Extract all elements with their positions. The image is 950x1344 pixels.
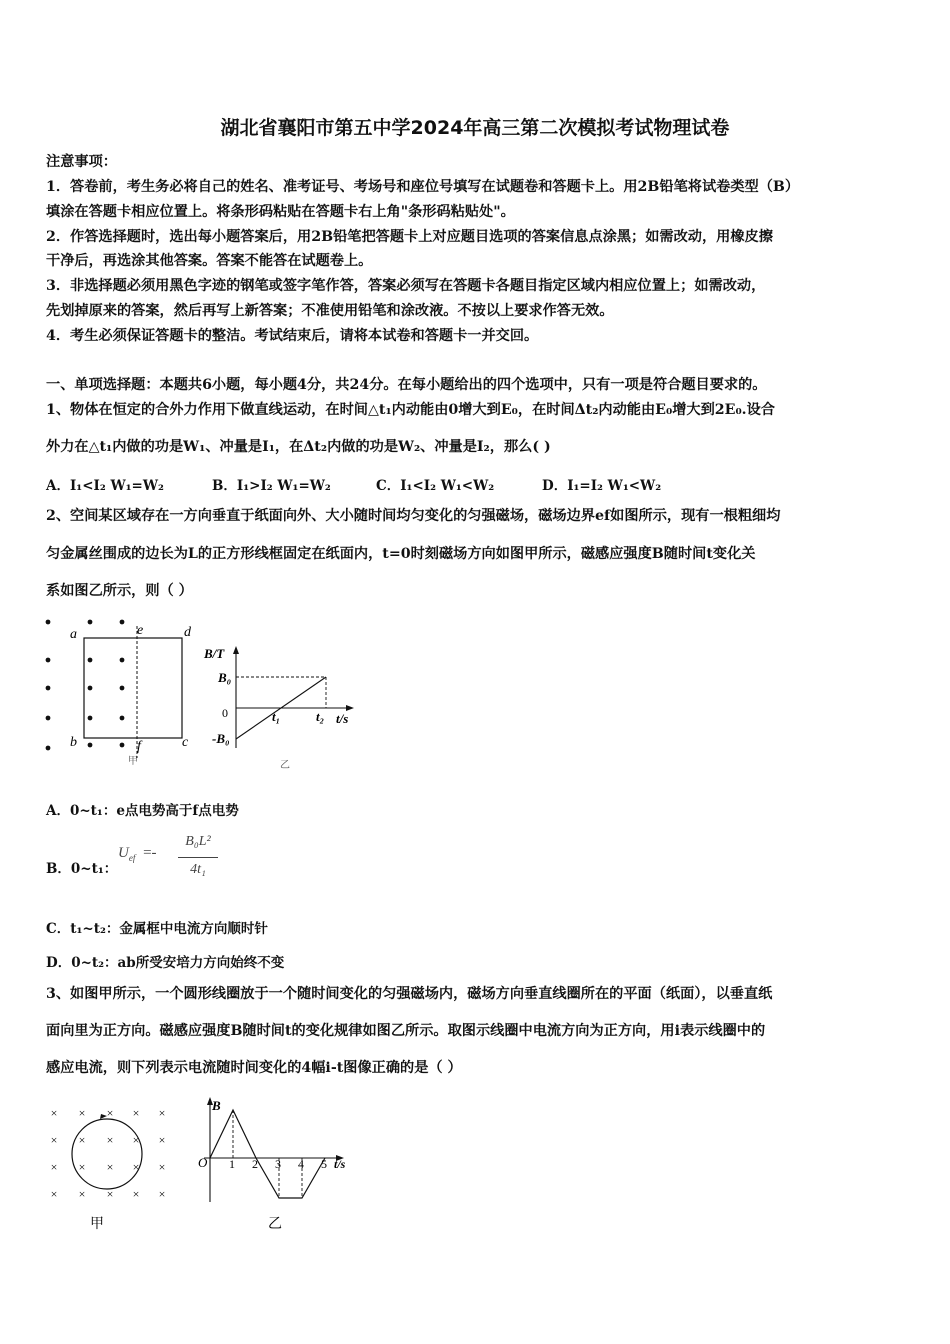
notice-line-1: 1．答卷前，考生务必将自己的姓名、准考证号、考场号和座位号填写在试题卷和答题卡上。用2B铅笔将试卷类型（B） (46, 179, 800, 195)
section-heading: 一、单项选择题：本题共6小题，每小题4分，共24分。在每小题给出的四个选项中，只有一项是符合题目要求的。 (46, 377, 767, 393)
field-cross-0-1: × (78, 1106, 86, 1120)
tick-2: 2 (252, 1157, 258, 1171)
label-a: a (70, 627, 77, 642)
field-cross-0-0: × (50, 1106, 58, 1120)
field-cross-1-1: × (78, 1133, 86, 1147)
q2-formula-denominator: 4t₁ (190, 862, 206, 877)
page-title: 湖北省襄阳市第五中学2024年高三第二次模拟考试物理试卷 (220, 117, 730, 139)
caption-yi: 乙 (268, 1216, 282, 1232)
circular-coil (72, 1119, 142, 1189)
t2-label: t₂ (316, 709, 325, 724)
tick-3: 3 (275, 1157, 281, 1171)
x-label: t/s (334, 1157, 346, 1171)
q2-option-a: A．0~t₁：e点电势高于f点电势 (46, 803, 239, 819)
y-label: B (212, 1098, 221, 1113)
q1-option-d: D．I₁=I₂ W₁<W₂ (542, 478, 662, 494)
y-label: B/T (204, 646, 225, 661)
label-c: c (182, 735, 189, 750)
q2-option-b-formula: $U_{ef}$ =- (118, 845, 157, 863)
field-cross-0-3: × (132, 1106, 140, 1120)
field-cross-2-3: × (132, 1160, 140, 1174)
fraction-bar (178, 857, 218, 858)
q1-line-2: 外力在△t₁内做的功是W₁、冲量是I₁，在Δt₂内做的功是W₂、冲量是I₂，那么( ) (46, 439, 551, 455)
x-label: t/s (336, 711, 349, 726)
notice-heading: 注意事项： (46, 154, 117, 170)
label-f: f (137, 739, 141, 754)
q2-figure-yi (200, 640, 370, 775)
q3-figure-jia (40, 1100, 180, 1235)
b-t-curve (210, 1110, 325, 1198)
tick-5: 5 (321, 1157, 327, 1171)
q3-line-1: 3、如图甲所示，一个圆形线圈放于一个随时间变化的匀强磁场内，磁场方向垂直线圈所在的平面（纸面），以垂直纸 (46, 986, 773, 1002)
q3-line-2: 面向里为正方向。磁感应强度B随时间t的变化规律如图乙所示。取图示线圈中电流方向为正方向，用i表示线圈中的 (46, 1023, 766, 1039)
field-cross-1-3: × (132, 1133, 140, 1147)
q2-figure-jia (40, 612, 210, 772)
q2-line-1: 2、空间某区域存在一方向垂直于纸面向外、大小随时间均匀变化的匀强磁场，磁场边界ef如图所示，现有一根粗细均 (46, 508, 781, 524)
field-cross-1-2: × (106, 1133, 114, 1147)
caption-jia: 甲 (90, 1216, 104, 1232)
tick-4: 4 (298, 1157, 304, 1171)
field-cross-2-2: × (106, 1160, 114, 1174)
q1-line-1: 1、物体在恒定的合外力作用下做直线运动，在时间△t₁内动能由0增大到E₀，在时间Δt₂内动能由E₀增大到2E₀.设合 (46, 402, 775, 418)
field-cross-1-4: × (158, 1133, 166, 1147)
field-cross-1-0: × (50, 1133, 58, 1147)
field-cross-2-4: × (158, 1160, 166, 1174)
caption-jia: 甲 (128, 756, 138, 767)
label-e: e (137, 623, 144, 638)
q2-option-c: C．t₁~t₂：金属框中电流方向顺时针 (46, 921, 268, 937)
q2-option-d: D．0~t₂：ab所受安培力方向始终不变 (46, 955, 285, 971)
field-cross-3-1: × (78, 1187, 86, 1201)
q3-line-3: 感应电流，则下列表示电流随时间变化的4幅i-t图像正确的是（ ） (46, 1060, 462, 1076)
neg-b0-label: -B₀ (212, 731, 230, 746)
field-cross-3-2: × (106, 1187, 114, 1201)
q1-option-c: C．I₁<I₂ W₁<W₂ (376, 478, 495, 494)
magnetic-field-dots (46, 620, 125, 751)
notice-line-2: 填涂在答题卡相应位置上。将条形码粘贴在答题卡右上角"条形码粘贴处"。 (46, 204, 515, 220)
field-cross-0-2: × (106, 1106, 114, 1120)
field-cross-2-0: × (50, 1160, 58, 1174)
notice-line-5: 3．非选择题必须用黑色字迹的钢笔或签字笔作答，答案必须写在答题卡各题目指定区域内相应位置上；如需改动， (46, 278, 766, 294)
q1-option-a: A．I₁<I₂ W₁=W₂ (46, 478, 164, 494)
tick-1: 1 (229, 1157, 235, 1171)
notice-line-7: 4．考生必须保证答题卡的整洁。考试结束后，请将本试卷和答题卡一并交回。 (46, 328, 539, 344)
notice-line-6: 先划掉原来的答案，然后再写上新答案；不准使用铅笔和涂改液。不按以上要求作答无效。 (46, 303, 614, 319)
q2-line-3: 系如图乙所示，则（ ） (46, 583, 193, 599)
b0-label: B₀ (218, 670, 232, 685)
q2-option-b-prefix: B．0~t₁： (46, 861, 118, 877)
t1-label: t₁ (272, 709, 281, 724)
field-cross-2-1: × (78, 1160, 86, 1174)
label-b: b (70, 735, 77, 750)
field-cross-0-4: × (158, 1106, 166, 1120)
field-cross-3-0: × (50, 1187, 58, 1201)
notice-line-3: 2．作答选择题时，选出每小题答案后，用2B铅笔把答题卡上对应题目选项的答案信息点涂黑；如需改动，用橡皮擦 (46, 229, 773, 245)
zero-label: 0 (222, 706, 228, 720)
q2-formula-numerator: B₀L² (185, 834, 211, 849)
field-cross-3-3: × (132, 1187, 140, 1201)
square-wire-frame (84, 638, 182, 738)
notice-line-4: 干净后，再选涂其他答案。答案不能答在试题卷上。 (46, 253, 373, 269)
q3-figure-yi (190, 1090, 365, 1235)
caption-yi: 乙 (280, 760, 290, 771)
q1-option-b: B．I₁>I₂ W₁=W₂ (212, 478, 331, 494)
origin-label: O (198, 1155, 208, 1170)
label-d: d (184, 625, 191, 640)
field-cross-3-4: × (158, 1187, 166, 1201)
q2-line-2: 匀金属丝围成的边长为L的正方形线框固定在纸面内，t=0时刻磁场方向如图甲所示，磁感应强度B随时间t变化关 (46, 546, 756, 562)
